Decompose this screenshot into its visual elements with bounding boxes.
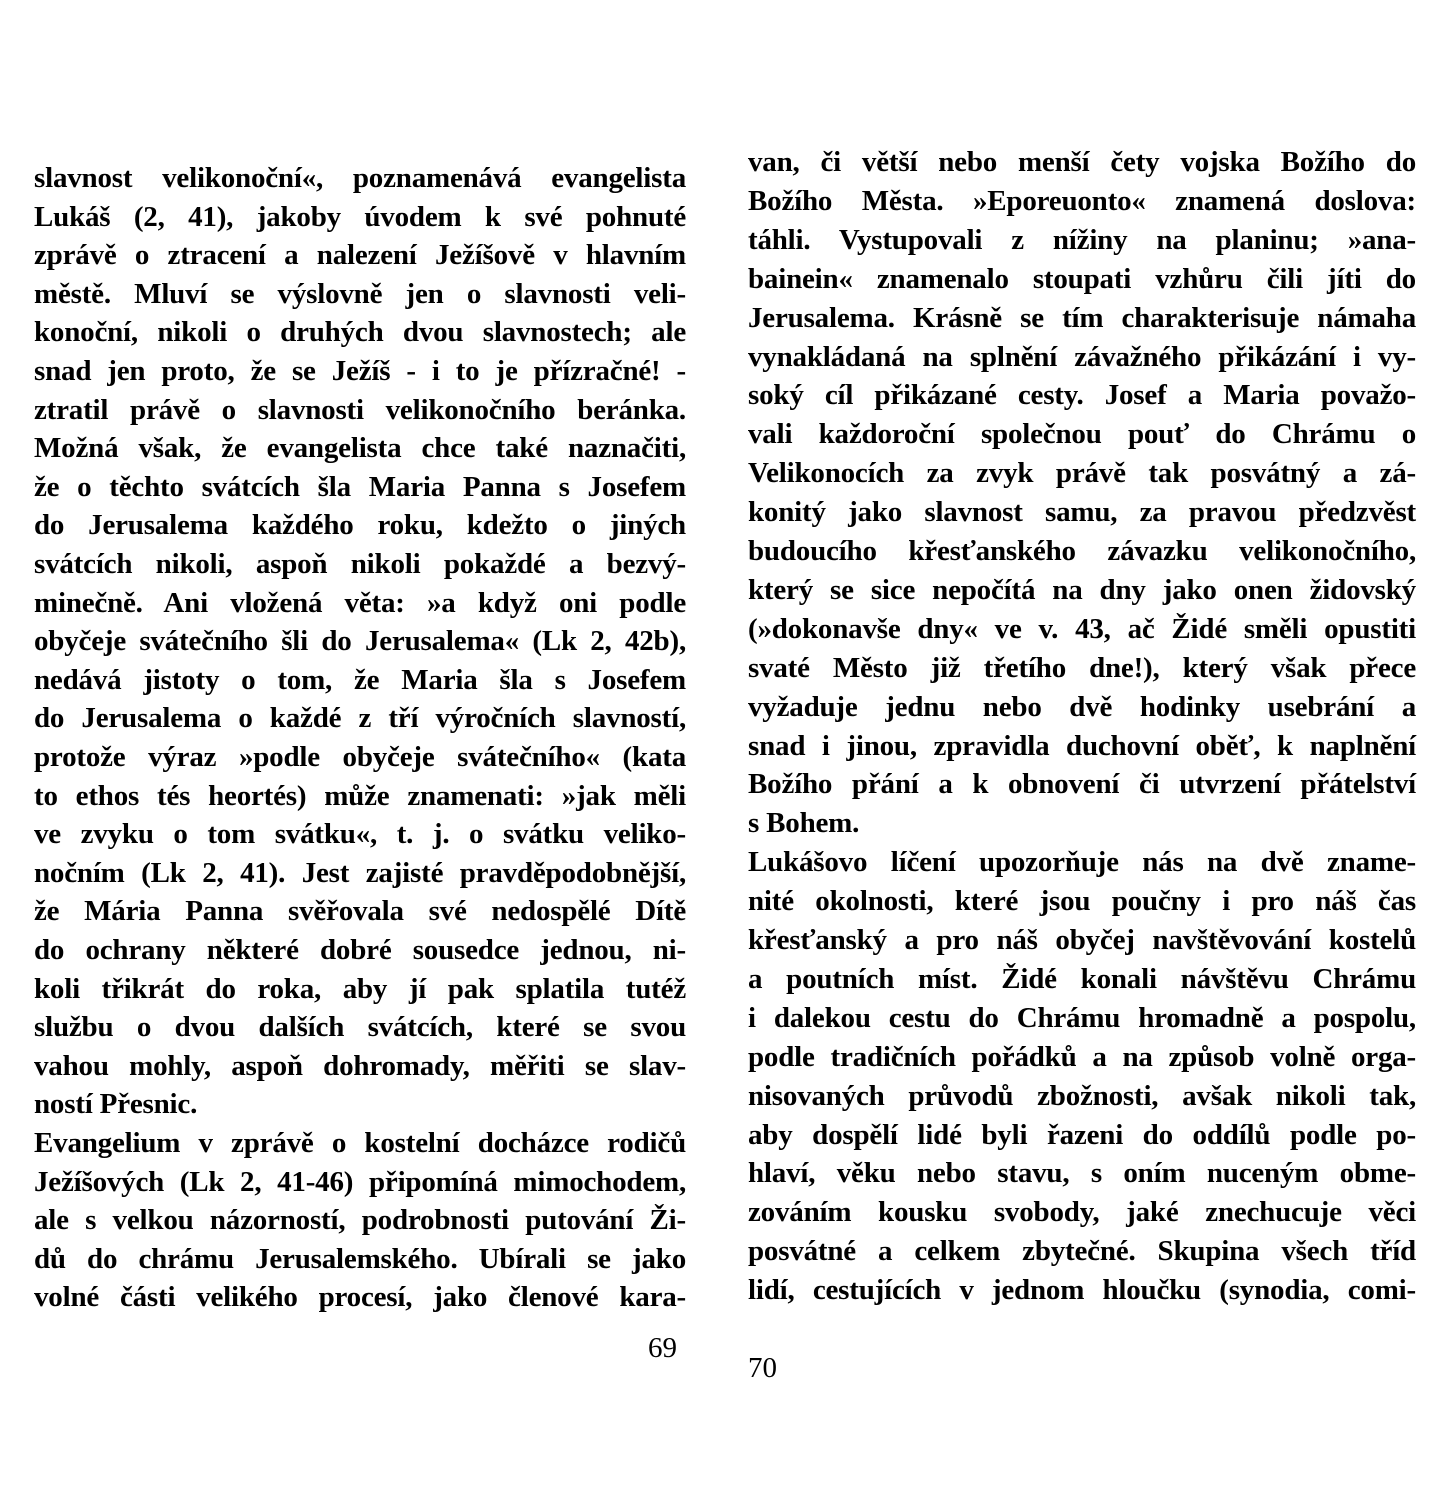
text-line: vali každoroční společnou pouť do Chrámu o (748, 418, 1416, 451)
text-line: křesťanský a pro náš obyčej navštěvování kostelů (748, 924, 1416, 956)
text-line: nité okolnosti, které jsou poučny i pro náš čas (748, 885, 1416, 918)
text-line: táhli. Vystupovali z nížiny na planinu; »ana- (748, 223, 1416, 256)
text-line: i dalekou cestu do Chrámu hromadně a pospolu, (748, 1001, 1416, 1034)
text-line: soký cíl přikázané cesty. Josef a Maria považo- (748, 379, 1416, 412)
text-line: to ethos tés heortés) může znamenati: »jak měli (34, 779, 686, 812)
text-line: do ochrany některé dobré sousedce jednou, ni- (34, 934, 686, 966)
text-line: zováním kousku svobody, jaké znechucuje věci (748, 1196, 1416, 1229)
text-line: svátcích nikoli, aspoň nikoli pokaždé a bezvý- (34, 548, 686, 580)
text-line: Evangelium v zprávě o kostelní docházce rodičů (34, 1127, 686, 1159)
text-line: lidí, cestujících v jednom hloučku (synodia, comi- (748, 1274, 1416, 1307)
text-line: minečně. Ani vložená věta: »a když oni podle (34, 586, 686, 619)
text-line: snad jen proto, že se Ježíš - i to je přízračné! - (34, 355, 686, 387)
text-line: (»dokonavše dny« ve v. 43, ač Židé směli opustiti (748, 612, 1416, 645)
text-line: Lukášovo líčení upozorňuje nás na dvě zname- (748, 846, 1416, 879)
text-line: aby dospělí lidé byli řazeni do oddílů podle po- (748, 1118, 1416, 1151)
text-line: vyžaduje jednu nebo dvě hodinky usebrání a (748, 690, 1416, 723)
text-line: nedává jistoty o tom, že Maria šla s Josefem (34, 663, 686, 696)
text-line: ztratil právě o slavnosti velikonočního beránka. (34, 393, 686, 426)
text-line: obyčeje svátečního šli do Jerusalema« (Lk 2, 42b), (34, 625, 686, 658)
text-line: bainein« znamenalo stoupati vzhůru čili jíti do (748, 262, 1416, 295)
text-line: snad i jinou, zpravidla duchovní oběť, k naplnění (748, 729, 1416, 762)
text-line: nisovaných průvodů zbožnosti, avšak nikoli tak, (748, 1079, 1416, 1112)
text-line: koli třikrát do roka, aby jí pak splatila tutéž (34, 972, 686, 1005)
text-line: do Jerusalema každého roku, kdežto o jiných (34, 509, 686, 542)
text-line: konoční, nikoli o druhých dvou slavnostech; ale (34, 316, 686, 349)
text-line: budoucího křesťanského závazku velikonočního, (748, 535, 1416, 567)
text-line: městě. Mluví se výslovně jen o slavnosti veli- (34, 277, 686, 310)
text-line: ností Přesnic. (34, 1088, 198, 1121)
text-line: Jerusalema. Krásně se tím charakterisuje námaha (748, 301, 1416, 334)
text-line: vynakládaná na splnění závažného přikázání i vy- (748, 340, 1416, 373)
text-line: volné části velikého procesí, jako členové kara- (34, 1281, 686, 1314)
page-number: 70 (748, 1352, 777, 1384)
text-line: a poutních míst. Židé konali návštěvu Chrámu (748, 962, 1416, 995)
text-line: Ježíšových (Lk 2, 41-46) připomíná mimochodem, (34, 1165, 686, 1198)
text-line: ale s velkou názorností, podrobnosti putování Ži- (34, 1204, 686, 1237)
text-line: nočním (Lk 2, 41). Jest zajisté pravděpodobnější, (34, 856, 686, 889)
text-line: zprávě o ztracení a nalezení Ježíšově v hlavním (34, 239, 686, 272)
text-line: že o těchto svátcích šla Maria Panna s Josefem (34, 470, 686, 503)
page-number: 69 (648, 1332, 677, 1364)
text-line: slavnost velikonoční«, poznamenává evangelista (34, 162, 686, 194)
text-line: službu o dvou dalších svátcích, které se svou (34, 1011, 686, 1044)
text-line: s Bohem. (748, 807, 860, 840)
text-line: Božího přání a k obnovení či utvrzení přátelství (748, 768, 1416, 801)
text-line: Velikonocích za zvyk právě tak posvátný a zá- (748, 457, 1416, 490)
text-line: posvátné a celkem zbytečné. Skupina všech tříd (748, 1235, 1416, 1268)
text-line: který se sice nepočítá na dny jako onen židovský (748, 573, 1416, 606)
text-line: že Mária Panna svěřovala své nedospělé Dítě (34, 895, 686, 928)
text-line: konitý jako slavnost samu, za pravou předzvěst (748, 496, 1416, 529)
text-line: svaté Město již třetího dne!), který však přece (748, 651, 1416, 684)
text-line: hlaví, věku nebo stavu, s oním nuceným obme- (748, 1157, 1416, 1190)
text-line: do Jerusalema o každé z tří výročních slavností, (34, 702, 686, 735)
text-line: van, či větší nebo menší čety vojska Božího do (748, 146, 1416, 178)
text-line: dů do chrámu Jerusalemského. Ubírali se jako (34, 1242, 686, 1275)
text-line: podle tradičních pořádků a na způsob volně orga- (748, 1040, 1416, 1073)
text-line: protože výraz »podle obyčeje svátečního« (kata (34, 741, 686, 773)
text-line: Božího Města. »Eporeuonto« znamená doslova: (748, 184, 1416, 217)
text-line: Lukáš (2, 41), jakoby úvodem k své pohnuté (34, 200, 686, 233)
text-line: vahou mohly, aspoň dohromady, měřiti se slav- (34, 1049, 686, 1082)
text-line: Možná však, že evangelista chce také naznačiti, (34, 432, 686, 465)
text-line: ve zvyku o tom svátku«, t. j. o svátku veliko- (34, 818, 686, 851)
